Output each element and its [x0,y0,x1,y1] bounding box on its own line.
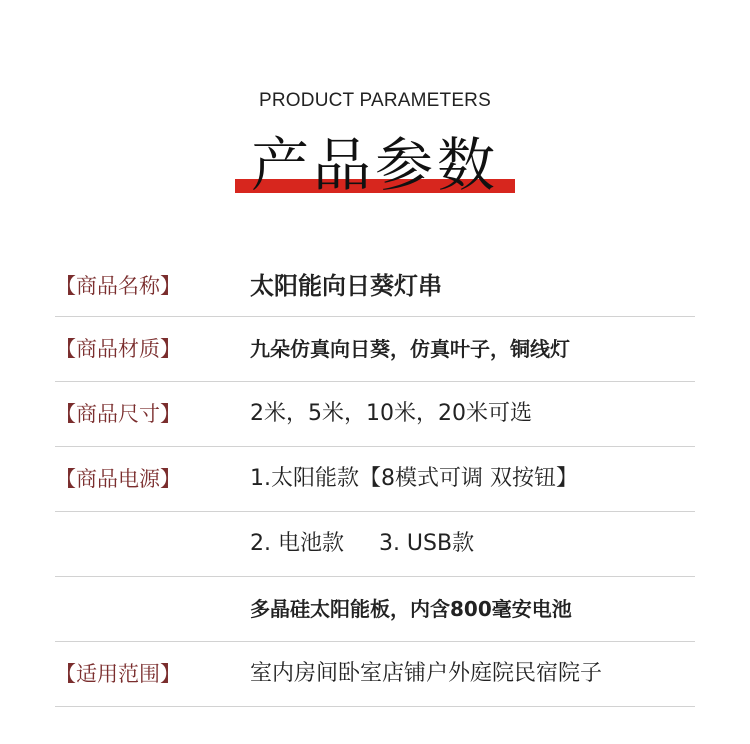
param-label: 【商品名称】 [55,274,181,298]
param-row-power-options [55,512,695,577]
param-row-name [55,252,695,317]
param-row-battery [55,577,695,642]
parameter-table [55,252,695,707]
param-row-size [55,382,695,447]
section-title-block [0,130,750,200]
param-label: 【商品材质】 [55,337,181,361]
param-row-usage [55,642,695,707]
param-label [55,512,245,576]
param-value: 多晶硅太阳能板，内含800毫安电池 [250,597,572,621]
param-value: 1.太阳能款【8模式可调 双按钮】 [250,466,578,491]
param-value: 2. 电池款 3. USB款 [250,531,475,556]
param-row-material [55,317,695,382]
param-value: 室内房间卧室店铺户外庭院民宿院子 [250,661,603,686]
param-row-power [55,447,695,512]
param-label: 【适用范围】 [55,662,181,686]
section-eyebrow: PRODUCT PARAMETERS [259,90,491,111]
param-label: 【商品尺寸】 [55,402,181,426]
param-label: 【商品电源】 [55,467,181,491]
param-value: 九朵仿真向日葵，仿真叶子，铜线灯 [250,337,570,361]
param-value: 太阳能向日葵灯串 [250,272,442,300]
param-label [55,577,245,641]
section-title: 产品参数 [250,131,499,199]
param-value: 2米，5米，10米，20米可选 [250,401,532,426]
